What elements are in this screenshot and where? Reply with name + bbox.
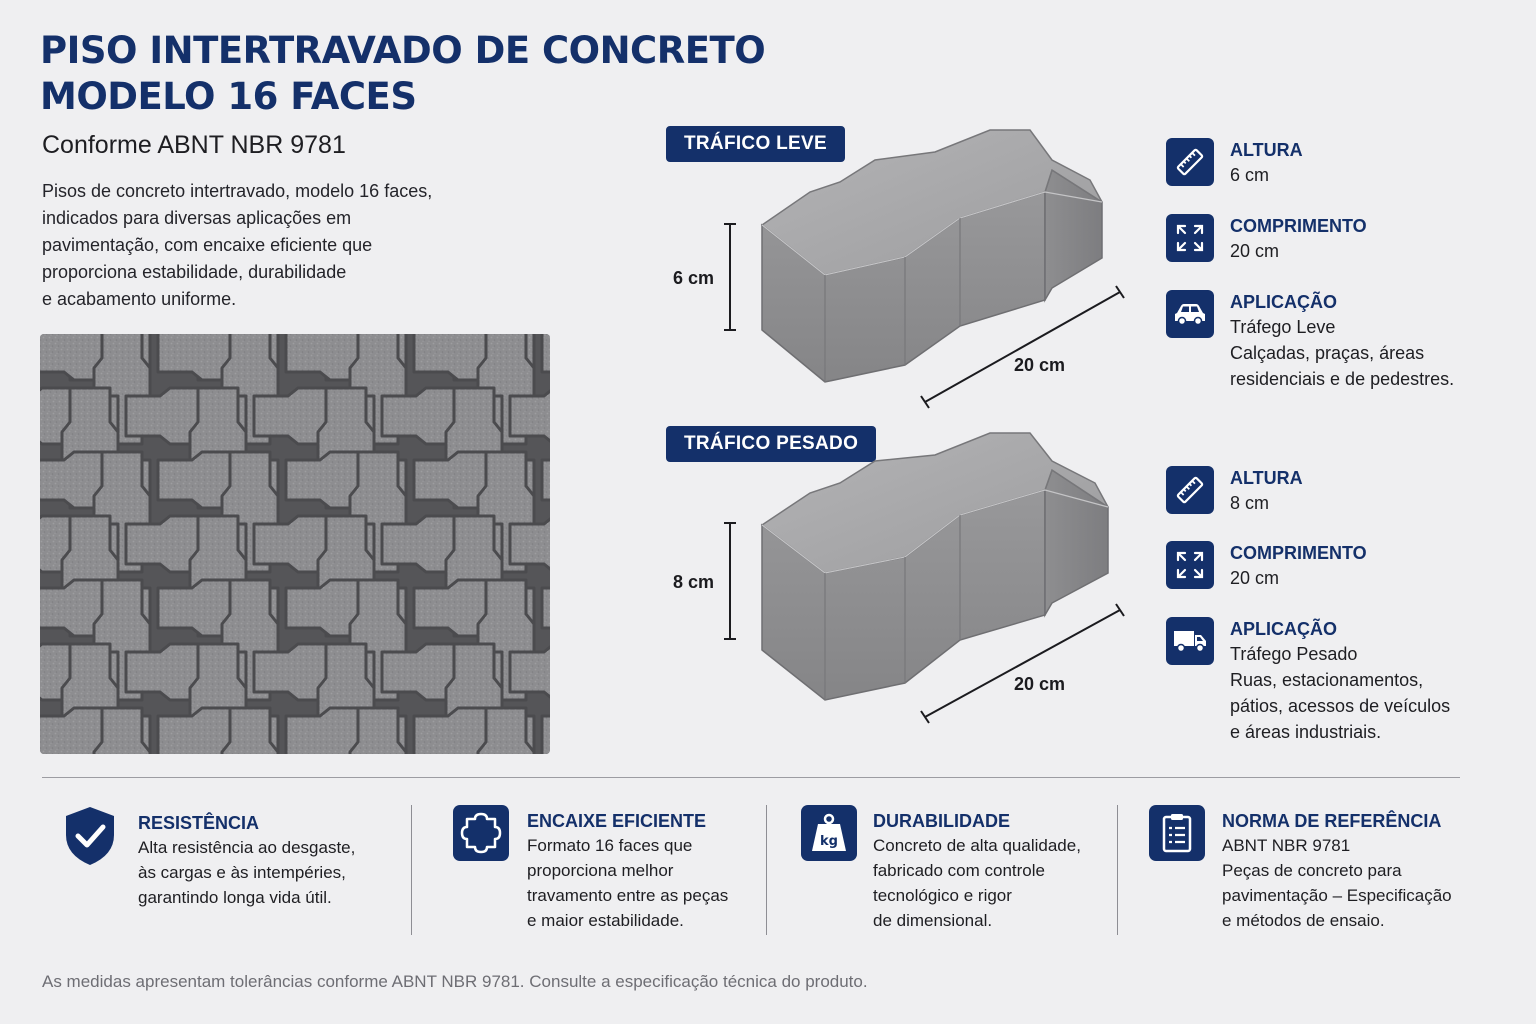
paver-tile [542,334,550,380]
feature-separator [766,805,767,935]
feature-line: tecnológico e rigor [873,886,1012,905]
spec-value: 6 cm [1230,165,1270,185]
feature-line: ABNT NBR 9781 [1222,836,1351,855]
page-subtitle: Conforme ABNT NBR 9781 [42,131,346,159]
feature-line: Formato 16 faces que [527,836,693,855]
feature-line: Concreto de alta qualidade, [873,836,1081,855]
spec-label: ALTURA [1230,140,1303,160]
feature-label: RESISTÊNCIA [138,813,260,833]
paver-tile [94,708,150,754]
ruler-icon [1166,466,1214,514]
ruler-icon [1166,138,1214,186]
feature-line: pavimentação – Especificação [1222,886,1452,905]
paver-tile [542,580,550,636]
expand-arrows-icon [1166,541,1214,589]
spec-value: Calçadas, praças, áreas [1230,343,1425,363]
spec-label: APLICAÇÃO [1230,292,1337,312]
feature-separator [411,805,412,935]
spec-value: Tráfego Pesado [1230,644,1358,664]
intro-line: Pisos de concreto intertravado, modelo 16 faces, [42,181,433,201]
spec-value: pátios, acessos de veículos [1230,696,1451,716]
footnote: As medidas apresentam tolerâncias conforme ABNT NBR 9781. Consulte a especificação técnica do produto. [42,972,868,991]
paver-tile [222,708,278,754]
title-line-1: PISO INTERTRAVADO DE CONCRETO [40,29,766,72]
pavement-pattern [40,334,550,754]
spec-value: Tráfego Leve [1230,317,1336,337]
puzzle-piece-icon [453,805,509,866]
pavement-photo [40,334,550,754]
spec-value: 20 cm [1230,241,1280,261]
spec-value: 8 cm [1230,493,1270,513]
feature-label: ENCAIXE EFICIENTE [527,811,707,831]
feature-line: garantindo longa vida útil. [138,888,332,907]
spec-value: Ruas, estacionamentos, [1230,670,1424,690]
paver-tile [510,388,550,444]
paver-tile [510,516,550,572]
title-line-2: MODELO 16 FACES [40,75,417,118]
paver-tile [542,452,550,508]
feature-line: Peças de concreto para [1222,861,1402,880]
feature-line: fabricado com controle [873,861,1045,880]
paver-light-illustration [700,120,1150,420]
light-height-dim: 6 cm [673,268,715,288]
paver-tile [350,708,406,754]
paver-tile [510,644,550,700]
spec-label: COMPRIMENTO [1230,543,1367,563]
heavy-height-dim: 8 cm [673,572,715,592]
heavy-length-dim: 20 cm [1014,674,1066,694]
feature-line: e maior estabilidade. [527,911,684,930]
clipboard-icon [1149,805,1205,866]
truck-icon [1166,617,1214,665]
feature-line: proporciona melhor [527,861,674,880]
feature-label: NORMA DE REFERÊNCIA [1222,811,1442,831]
intro-paragraph [42,178,482,313]
feature-line: de dimensional. [873,911,993,930]
light-length-dim: 20 cm [1014,355,1066,375]
feature-line: Alta resistência ao desgaste, [138,838,356,857]
badge-heavy-traffic: TRÁFICO PESADO [666,426,876,462]
feature-line: travamento entre as peças [527,886,729,905]
intro-line: pavimentação, com encaixe eficiente que [42,235,373,255]
feature-label: DURABILIDADE [873,811,1010,831]
page-title [40,28,765,120]
spec-value: e áreas industriais. [1230,722,1382,742]
shield-check-icon [62,805,118,872]
spec-value: 20 cm [1230,568,1280,588]
paver-heavy-illustration [700,425,1150,735]
intro-line: e acabamento uniforme. [42,289,237,309]
spec-label: COMPRIMENTO [1230,216,1367,236]
paver-tile [478,708,534,754]
feature-line: às cargas e às intempéries, [138,863,346,882]
paver-tile [542,708,550,754]
section-divider [42,777,1460,778]
intro-line: indicados para diversas aplicações em [42,208,352,228]
intro-line: proporciona estabilidade, durabilidade [42,262,347,282]
spec-label: ALTURA [1230,468,1303,488]
feature-line: e métodos de ensaio. [1222,911,1385,930]
feature-separator [1117,805,1118,935]
car-icon [1166,290,1214,338]
expand-arrows-icon [1166,214,1214,262]
spec-value: residenciais e de pedestres. [1230,369,1455,389]
weight-kg-text: kg [820,834,838,849]
badge-light-traffic: TRÁFICO LEVE [666,126,845,162]
spec-label: APLICAÇÃO [1230,619,1337,639]
weight-kg-icon [801,805,857,866]
